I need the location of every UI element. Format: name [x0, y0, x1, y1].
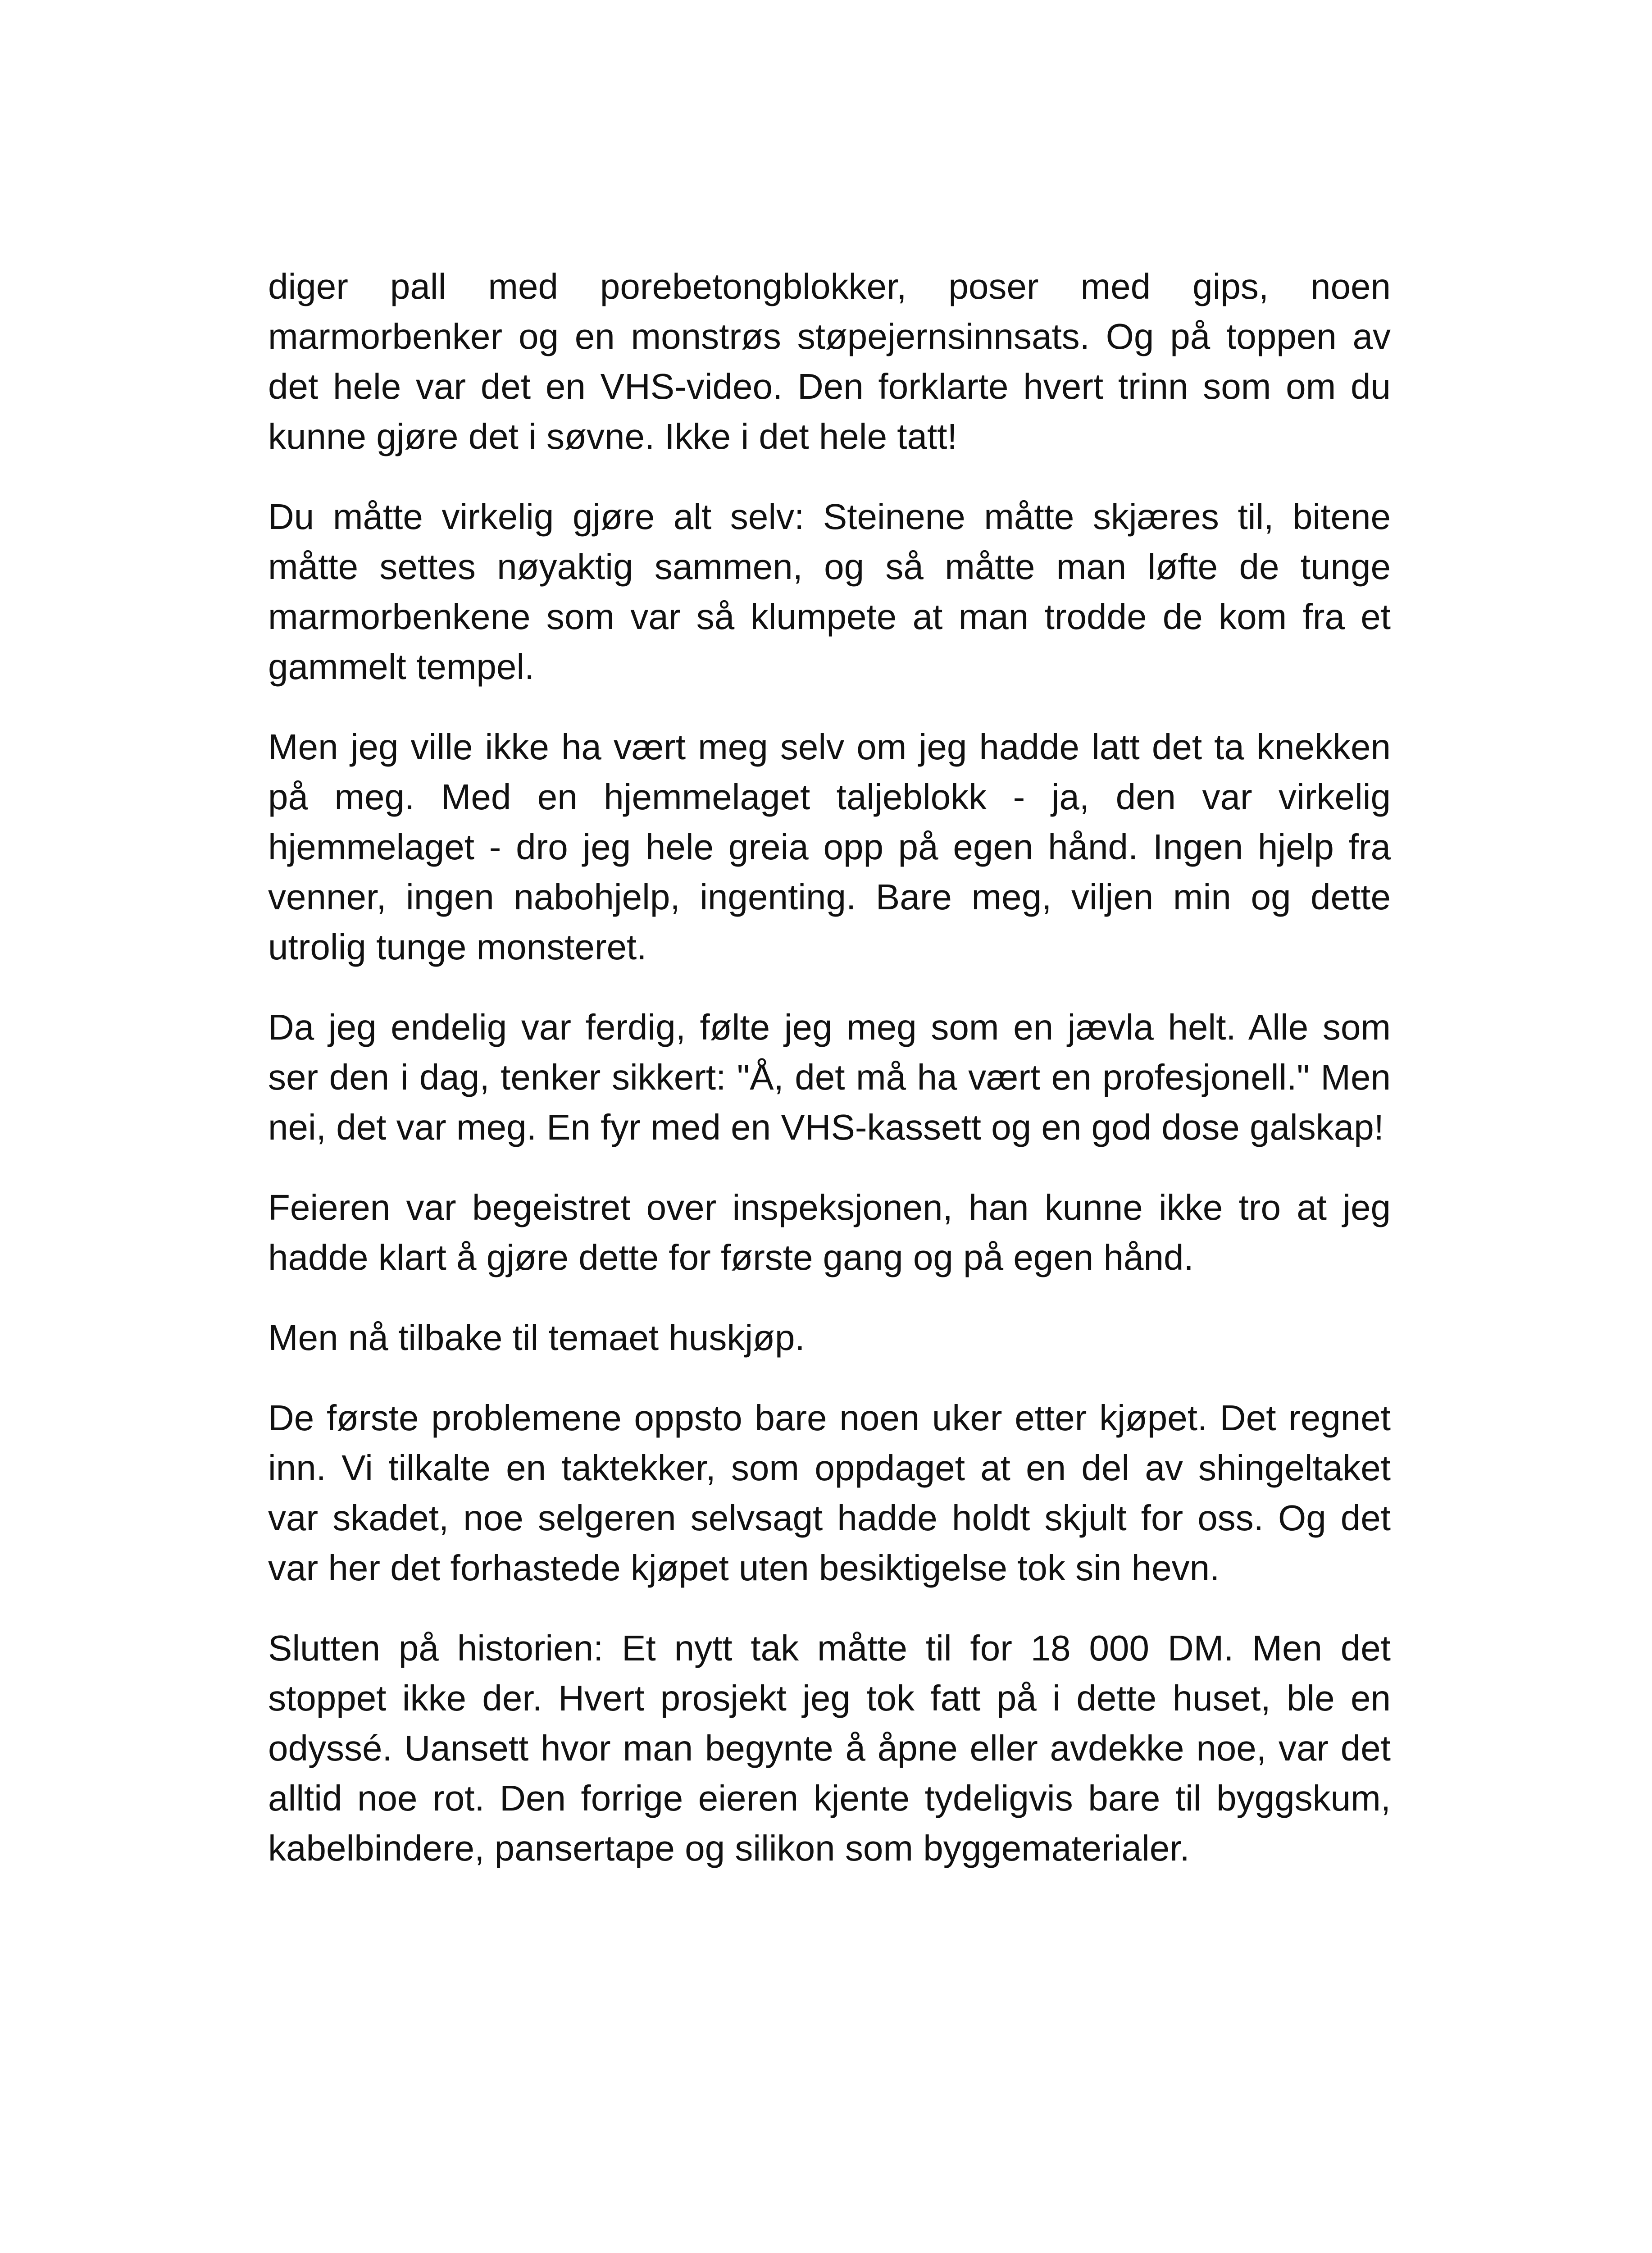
body-text: [268, 261, 1391, 1873]
paragraph-4: Da jeg endelig var ferdig, følte jeg meg som en jævla helt. Alle som ser den i dag, tenker sikkert: "Å, det må ha vært en profesjonell." Men nei, det var meg. En fyr med en VHS-kassett og en god dose galskap!: [268, 1007, 1391, 1147]
paragraph-7: De første problemene oppsto bare noen uker etter kjøpet. Det regnet inn. Vi tilkalte en taktekker, som oppdaget at en del av shingeltaket var skadet, noe selgeren selvsagt hadde holdt skjult for oss. Og det var her det forhastede kjøpet uten besiktigelse tok sin hevn.: [268, 1398, 1391, 1588]
paragraph-6: Men nå tilbake til temaet huskjøp.: [268, 1318, 805, 1358]
paragraph-2: Du måtte virkelig gjøre alt selv: Steinene måtte skjæres til, bitene måtte settes nøyaktig sammen, og så måtte man løfte de tunge marmorbenkene som var så klumpete at man trodde de kom fra et gammelt tempel.: [268, 497, 1391, 687]
paragraph-3: Men jeg ville ikke ha vært meg selv om jeg hadde latt det ta knekken på meg. Med en hjemmelaget taljeblokk - ja, den var virkelig hjemmelaget - dro jeg hele greia opp på egen hånd. Ingen hjelp fra venner, ingen nabohjelp, ingenting. Bare meg, viljen min og dette utrolig tunge monsteret.: [268, 727, 1391, 967]
paragraph-1: diger pall med porebetongblokker, poser med gips, noen marmorbenker og en monstrøs støpejernsinnsats. Og på toppen av det hele var det en VHS-video. Den forklarte hvert trinn som om du kunne gjøre det i søvne. Ikke i det hele tatt!: [268, 266, 1391, 456]
paragraph-5: Feieren var begeistret over inspeksjonen, han kunne ikke tro at jeg hadde klart å gjøre dette for første gang og på egen hånd.: [268, 1187, 1391, 1277]
paragraph-8: Slutten på historien: Et nytt tak måtte til for 18 000 DM. Men det stoppet ikke der. Hvert prosjekt jeg tok fatt på i dette huset, ble en odyssé. Uansett hvor man begynte å åpne eller avdekke noe, var det alltid noe rot. Den forrige eieren kjente tydeligvis bare til byggskum, kabelbindere, pansertape og silikon som byggematerialer.: [268, 1628, 1391, 1868]
